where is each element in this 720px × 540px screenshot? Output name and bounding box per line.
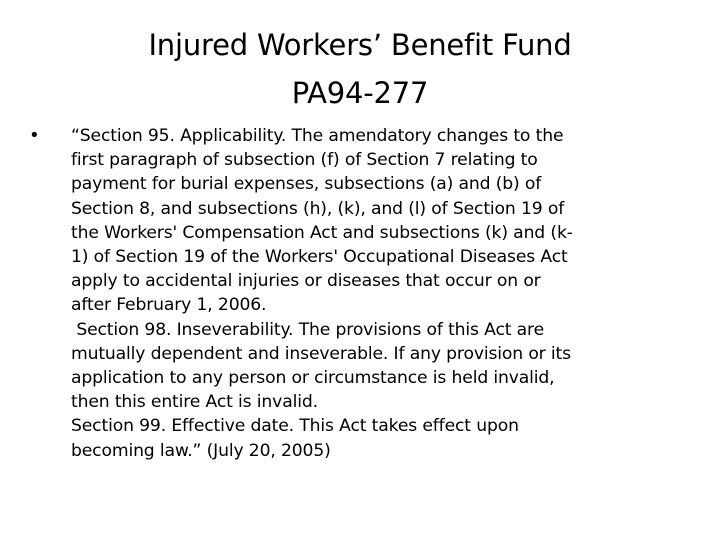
body-line: “Section 95. Applicability. The amendatory changes to the bbox=[71, 126, 564, 146]
body-line: mutually dependent and inseverable. If any provision or its bbox=[71, 343, 571, 364]
slide-body bbox=[29, 124, 694, 463]
bullet-item bbox=[29, 124, 694, 463]
body-line: after February 1, 2006. bbox=[71, 295, 267, 316]
body-line: application to any person or circumstance is held invalid, bbox=[71, 368, 555, 389]
body-line: apply to accidental injuries or diseases that occur on or bbox=[71, 271, 541, 292]
body-line: becoming law.” (July 20, 2005) bbox=[71, 440, 331, 461]
bullet-paragraph bbox=[71, 124, 694, 463]
title-line-2: PA94-277 bbox=[291, 76, 429, 110]
body-line: the Workers' Compensation Act and subsections (k) and (k- bbox=[71, 222, 573, 243]
slide-title bbox=[0, 21, 720, 117]
bullet-marker: • bbox=[29, 125, 40, 146]
body-line: payment for burial expenses, subsections (a) and (b) of bbox=[71, 174, 542, 195]
body-line: then this entire Act is invalid. bbox=[71, 392, 318, 413]
body-line: 1) of Section 19 of the Workers' Occupational Diseases Act bbox=[71, 247, 568, 268]
body-line: Section 98. Inseverability. The provisions of this Act are bbox=[71, 319, 544, 340]
title-line-1: Injured Workers’ Benefit Fund bbox=[148, 28, 572, 62]
body-line: first paragraph of subsection (f) of Section 7 relating to bbox=[71, 150, 538, 171]
body-line: Section 8, and subsections (h), (k), and (l) of Section 19 of bbox=[71, 198, 565, 219]
body-line: Section 99. Effective date. This Act takes effect upon bbox=[71, 416, 519, 437]
